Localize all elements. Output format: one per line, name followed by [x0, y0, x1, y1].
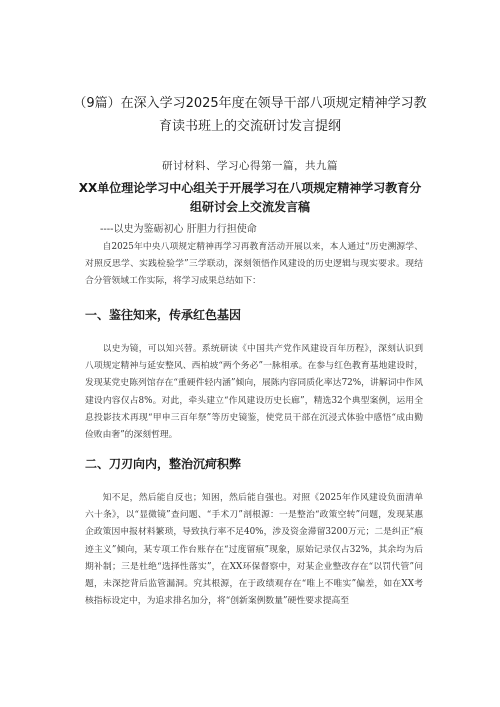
intro-paragraph: 自2025年中央八项规定精神再学习再教育活动开展以来，本人通过“历史溯源学、对照反思学、实践检验学”三学联动，深刻领悟作风建设的历史逻辑与现实要求。现结合分管领域工作实际，将学习成果总结如下： [85, 242, 423, 287]
speech-heading-line-2: 组研讨会上交流发言稿 [189, 200, 310, 214]
speech-motto: ----以史为鉴砺初心 肝胆力行担使命 [100, 224, 257, 235]
section-2-title: 二、刀刃向内，整治沉疴积弊 [85, 457, 242, 471]
speech-heading-line-1: XX单位理论学习中心组关于开展学习在八项规定精神学习教育分 [78, 181, 422, 195]
section-1-paragraph: 以史为镜，可以知兴替。系统研读《中国共产党作风建设百年历程》，深刻认识到八项规定精神与延安整风、西柏坡“两个务必”一脉相承。在参与红色教育基地建设时，发现某党史陈列馆存在“重硬件轻内涵”倾向，展陈内容同质化率达72%，讲解词中作风建设内容仅占8%。对此，牵头建立“作风建设历史长廊”，精选32个典型案例，运用全息投影技术再现“甲申三百年祭”等历史镜鉴，使党员干部在沉浸式体验中感悟“成由勤俭败由奢”的深刻哲理。 [85, 344, 423, 441]
section-1-title: 一、鉴往知来，传承红色基因 [85, 308, 242, 322]
document-subtitle: 研讨材料、学习心得第一篇，共九篇 [162, 160, 338, 172]
document-title-line-1: （9篇）在深入学习2025年度在领导干部八项规定精神学习教 [73, 96, 427, 111]
document-title-line-2: 育读书班上的交流研讨发言提纲 [158, 119, 341, 134]
section-2-paragraph: 知不足，然后能自反也；知困，然后能自强也。对照《2025年作风建设负面清单六十条》，以“显微镜”查问题、“手术刀”剖根源：一是整治“政策空转”问题，发现某惠企政策因申报材料繁琐，导致执行率不足40%，涉及资金滞留3200万元；二是纠正“痕迹主义”倾向，某专项工作台账存在“过度留痕”现象，原始记录仅占32%，其余均为后期补制；三是杜绝“选择性落实”，在XX环保督察中，对某企业整改存在“以罚代管”问题，未深挖背后监管漏洞。究其根源，在于政绩观存在“唯上不唯实”偏差，如在XX考核指标设定中，为追求排名加分，将“创新案例数量”硬性要求提高至 [85, 493, 423, 607]
